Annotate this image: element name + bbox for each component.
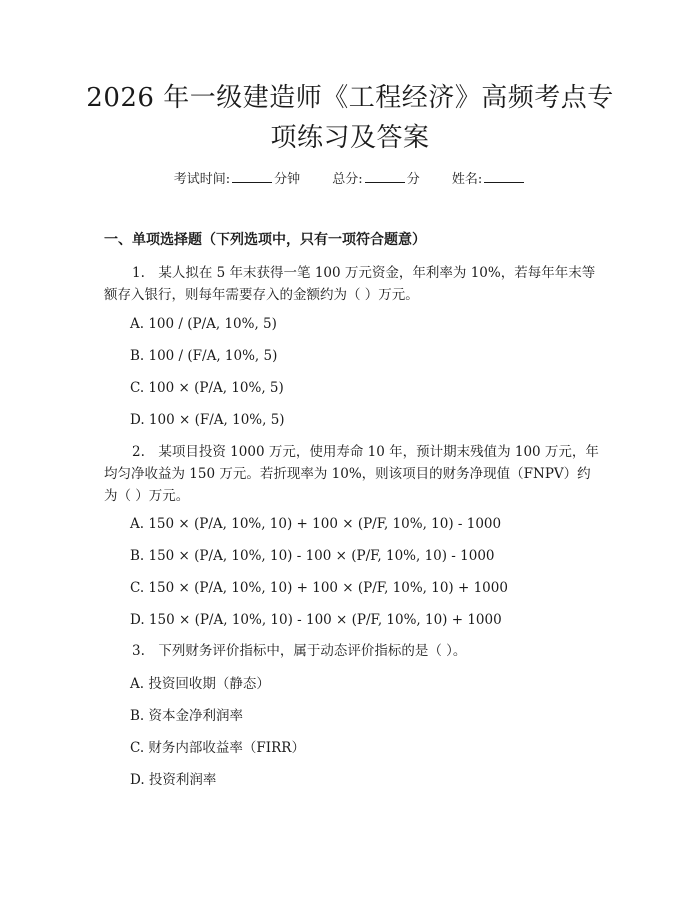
question-3-option-c: C. 财务内部收益率（FIRR） (130, 740, 305, 756)
exam-name (452, 172, 526, 187)
section-title: 一、单项选择题（下列选项中，只有一项符合题意） (104, 232, 426, 248)
question-3-option-d: D. 投资利润率 (130, 772, 217, 788)
exam-meta (0, 168, 700, 187)
title-line-2: 项练习及答案 (270, 123, 430, 153)
exam-score (332, 172, 419, 187)
exam-name-blank (484, 170, 524, 183)
question-3-option-b: B. 资本金净利润率 (130, 708, 244, 724)
question-2-option-a: A. 150 × (P/A, 10%, 10) + 100 × (P/F, 10%, 10) - 1000 (130, 516, 502, 532)
question-1-option-a: A. 100 / (P/A, 10%, 5) (130, 316, 277, 332)
question-3-option-a: A. 投资回收期（静态） (130, 676, 270, 692)
document-title (60, 78, 640, 158)
exam-name-label: 姓名: (451, 172, 483, 187)
exam-time-blank (232, 170, 272, 183)
question-2-option-b: B. 150 × (P/A, 10%, 10) - 100 × (P/F, 10%, 10) - 1000 (130, 548, 495, 564)
exam-time-label: 考试时间: (173, 172, 231, 187)
exam-time-unit: 分钟 (274, 172, 301, 187)
exam-score-label: 总分: (332, 172, 363, 187)
question-1-option-b: B. 100 / (F/A, 10%, 5) (130, 348, 278, 364)
exam-time (174, 172, 300, 187)
question-2: 2. 某项目投资 1000 万元，使用寿命 10 年，预计期末残值为 100 万元，年均匀净收益为 150 万元。若折现率为 10%，则该项目的财务净现值（FNPV）约为（ ）万元。 (104, 444, 599, 504)
question-1-option-c: C. 100 × (P/A, 10%, 5) (130, 380, 284, 396)
title-line-1: 2026 年一级建造师《工程经济》高频考点专 (86, 83, 614, 113)
exam-score-unit: 分 (406, 172, 420, 187)
exam-score-blank (365, 170, 405, 183)
question-3: 3. 下列财务评价指标中，属于动态评价指标的是（ ）。 (132, 643, 467, 659)
question-1: 1. 某人拟在 5 年末获得一笔 100 万元资金，年利率为 10%，若每年年末等额存入银行，则每年需要存入的金额约为（ ）万元。 (104, 265, 596, 303)
question-2-option-d: D. 150 × (P/A, 10%, 10) - 100 × (P/F, 10%, 10) + 1000 (130, 612, 502, 628)
question-2-option-c: C. 150 × (P/A, 10%, 10) + 100 × (P/F, 10%, 10) + 1000 (130, 580, 508, 596)
question-1-option-d: D. 100 × (F/A, 10%, 5) (130, 412, 285, 428)
